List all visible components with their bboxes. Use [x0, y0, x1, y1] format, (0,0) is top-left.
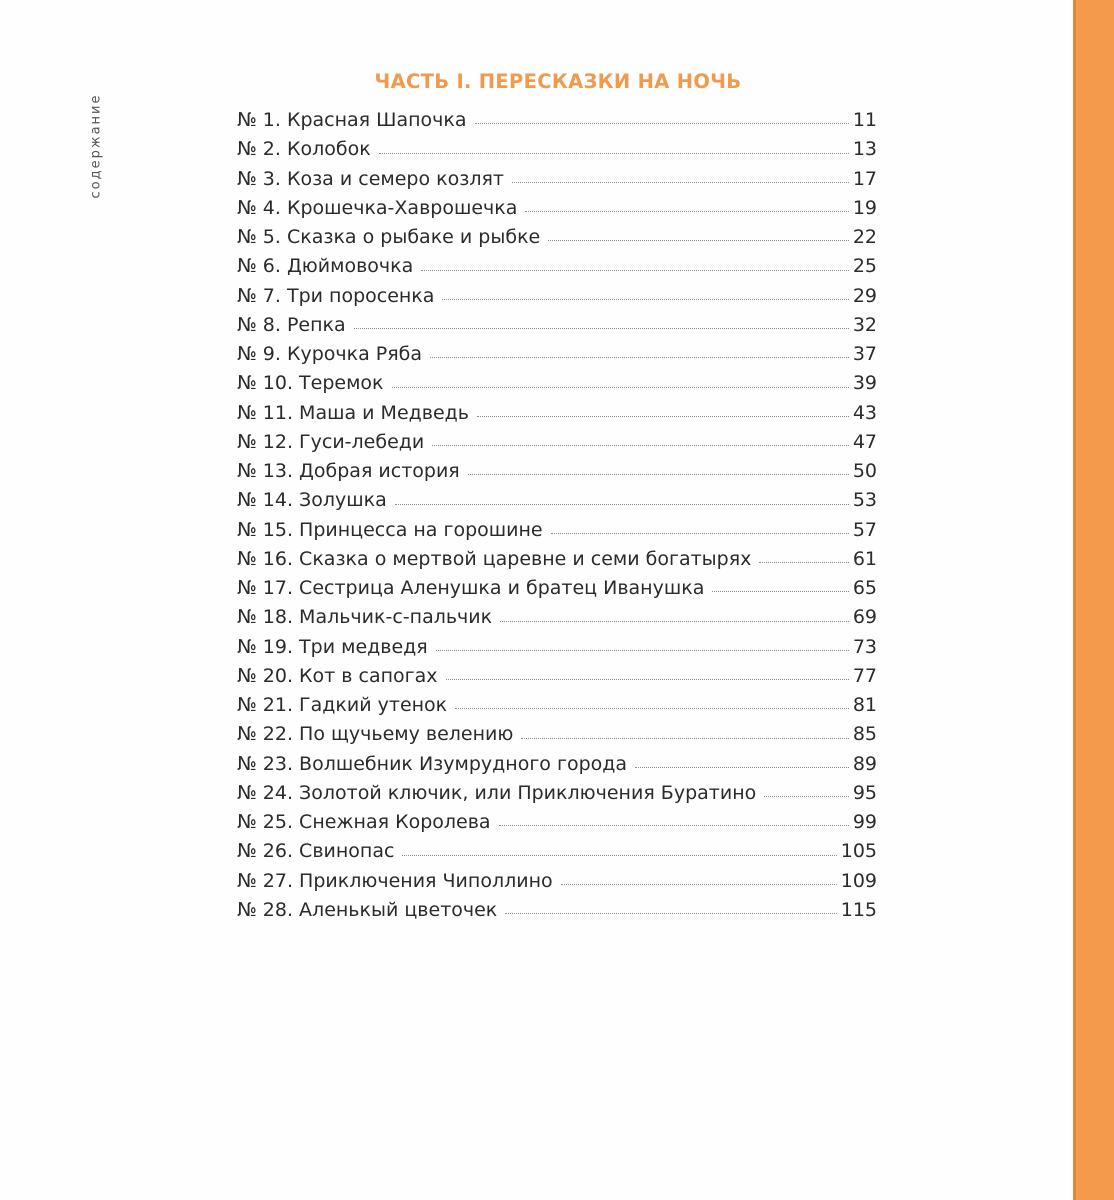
toc-entry[interactable] — [237, 808, 877, 837]
dot-leader — [446, 679, 849, 680]
toc-entry-title: № 26. Свинопас — [237, 840, 395, 863]
dot-leader — [468, 474, 849, 475]
toc-entry[interactable] — [237, 867, 877, 896]
dot-leader — [499, 825, 849, 826]
toc-entry-title: № 7. Три поросенка — [237, 284, 435, 307]
dot-leader — [477, 416, 849, 417]
toc-entry[interactable] — [237, 720, 877, 749]
toc-entry[interactable] — [237, 165, 877, 194]
toc-entry[interactable] — [237, 896, 877, 925]
dot-leader — [392, 387, 849, 388]
toc-entry[interactable] — [237, 837, 877, 866]
toc-entry-page-number: 69 — [852, 606, 877, 629]
dot-leader — [432, 445, 849, 446]
toc-entry[interactable] — [237, 223, 877, 252]
toc-entry-page-number: 115 — [840, 898, 877, 921]
toc-entry-title: № 9. Курочка Ряба — [237, 343, 423, 365]
dot-leader — [354, 328, 849, 329]
toc-entry-page-number: 77 — [852, 664, 877, 687]
dot-leader — [525, 211, 848, 212]
section-title-text: ЧАСТЬ I. ПЕРЕСКАЗКИ НА НОЧЬ — [374, 70, 742, 93]
toc-entry[interactable] — [237, 574, 877, 603]
toc-entry-page-number: 17 — [852, 167, 877, 190]
toc-entry-page-number: 32 — [852, 313, 877, 336]
toc-entry-page-number: 81 — [852, 694, 877, 716]
toc-entry[interactable] — [237, 194, 877, 223]
toc-entry-title: № 3. Коза и семеро козлят — [237, 167, 504, 190]
dot-leader — [436, 650, 849, 651]
toc-entry[interactable] — [237, 662, 877, 691]
dot-leader — [402, 855, 836, 856]
toc-entry-title: № 20. Кот в сапогах — [237, 664, 438, 687]
toc-entry-title: № 8. Репка — [237, 313, 346, 336]
toc-entry-title: № 15. Принцесса на горошине — [237, 518, 543, 541]
toc-entry-title: № 11. Маша и Медведь — [237, 401, 469, 424]
toc-entry-title: № 17. Сестрица Аленушка и братец Иванушка — [237, 577, 705, 599]
toc-entry-title: № 19. Три медведя — [237, 635, 428, 658]
dot-leader — [561, 884, 837, 885]
toc-entry-title: № 6. Дюймовочка — [237, 255, 414, 278]
toc-entry-page-number: 65 — [852, 577, 877, 599]
section-title — [0, 70, 1114, 93]
toc-entry[interactable] — [237, 399, 877, 428]
toc-entry-title: № 27. Приключения Чиполлино — [237, 869, 553, 892]
toc-entry[interactable] — [237, 779, 877, 808]
dot-leader — [379, 153, 849, 154]
toc-entry-title: № 10. Теремок — [237, 372, 384, 395]
page-edge-fold — [1073, 0, 1076, 1200]
toc-entry-title: № 12. Гуси-лебеди — [237, 430, 425, 453]
toc-entry[interactable] — [237, 340, 877, 369]
dot-leader — [395, 504, 849, 505]
toc-entry[interactable] — [237, 135, 877, 164]
toc-entry[interactable] — [237, 457, 877, 486]
toc-entry-page-number: 105 — [840, 840, 877, 863]
toc-entry-page-number: 13 — [852, 138, 877, 161]
toc-entry-page-number: 50 — [852, 460, 877, 482]
toc-entry[interactable] — [237, 516, 877, 545]
dot-leader — [764, 796, 849, 797]
toc-entry-title: № 25. Снежная Королева — [237, 811, 491, 833]
toc-entry-page-number: 47 — [852, 430, 877, 453]
toc-entry-page-number: 29 — [852, 284, 877, 307]
toc-entry-page-number: 25 — [852, 255, 877, 278]
toc-entry-page-number: 22 — [852, 226, 877, 248]
dot-leader — [635, 767, 849, 768]
toc-entry-title: № 14. Золушка — [237, 489, 387, 512]
toc-entry-title: № 22. По щучьему велению — [237, 723, 514, 746]
toc-entry-title: № 13. Добрая история — [237, 460, 460, 482]
toc-entry-title: № 5. Сказка о рыбаке и рыбке — [237, 226, 541, 248]
toc-entry-page-number: 73 — [852, 635, 877, 658]
side-label: содержание — [88, 93, 104, 199]
toc-entry-page-number: 11 — [852, 109, 877, 131]
toc-entry-page-number: 39 — [852, 372, 877, 395]
dot-leader — [455, 708, 849, 709]
toc-entry-title: № 18. Мальчик-с-пальчик — [237, 606, 493, 629]
dot-leader — [430, 357, 849, 358]
toc-entry-title: № 23. Волшебник Изумрудного города — [237, 752, 628, 775]
orange-page-edge — [1073, 0, 1114, 1200]
toc-entry-page-number: 61 — [852, 547, 877, 570]
toc-entry-page-number: 95 — [852, 781, 877, 804]
toc-entry[interactable] — [237, 545, 877, 574]
toc-entry[interactable] — [237, 486, 877, 515]
toc-entry[interactable] — [237, 750, 877, 779]
toc-entry[interactable] — [237, 691, 877, 720]
toc-entry[interactable] — [237, 603, 877, 632]
toc-entry-title: № 16. Сказка о мертвой царевне и семи богатырях — [237, 547, 752, 570]
dot-leader — [505, 913, 836, 914]
toc-entry-page-number: 85 — [852, 723, 877, 746]
toc-entry-title: № 24. Золотой ключик, или Приключения Буратино — [237, 781, 757, 804]
dot-leader — [500, 621, 849, 622]
dot-leader — [512, 182, 849, 183]
toc-entry-page-number: 37 — [852, 343, 877, 365]
table-of-contents — [237, 106, 877, 925]
dot-leader — [551, 533, 849, 534]
dot-leader — [442, 299, 848, 300]
toc-entry-page-number: 19 — [852, 196, 877, 219]
toc-entry[interactable] — [237, 252, 877, 281]
toc-entry[interactable] — [237, 282, 877, 311]
toc-entry[interactable] — [237, 428, 877, 457]
toc-entry[interactable] — [237, 633, 877, 662]
toc-entry-page-number: 99 — [852, 811, 877, 833]
toc-entry-page-number: 89 — [852, 752, 877, 775]
toc-entry-title: № 28. Аленькый цветочек — [237, 898, 498, 921]
dot-leader — [475, 123, 849, 124]
toc-entry-title: № 4. Крошечка-Хаврошечка — [237, 196, 518, 219]
dot-leader — [712, 591, 848, 592]
dot-leader — [421, 270, 849, 271]
dot-leader — [759, 562, 848, 563]
toc-entry[interactable] — [237, 369, 877, 398]
dot-leader — [521, 738, 848, 739]
dot-leader — [548, 240, 849, 241]
toc-entry-title: № 21. Гадкий утенок — [237, 694, 448, 716]
toc-entry-page-number: 109 — [840, 869, 877, 892]
toc-entry-title: № 2. Колобок — [237, 138, 371, 161]
toc-entry[interactable] — [237, 106, 877, 135]
toc-entry-page-number: 57 — [852, 518, 877, 541]
toc-entry[interactable] — [237, 311, 877, 340]
toc-entry-page-number: 53 — [852, 489, 877, 512]
toc-entry-title: № 1. Красная Шапочка — [237, 109, 467, 131]
toc-entry-page-number: 43 — [852, 401, 877, 424]
